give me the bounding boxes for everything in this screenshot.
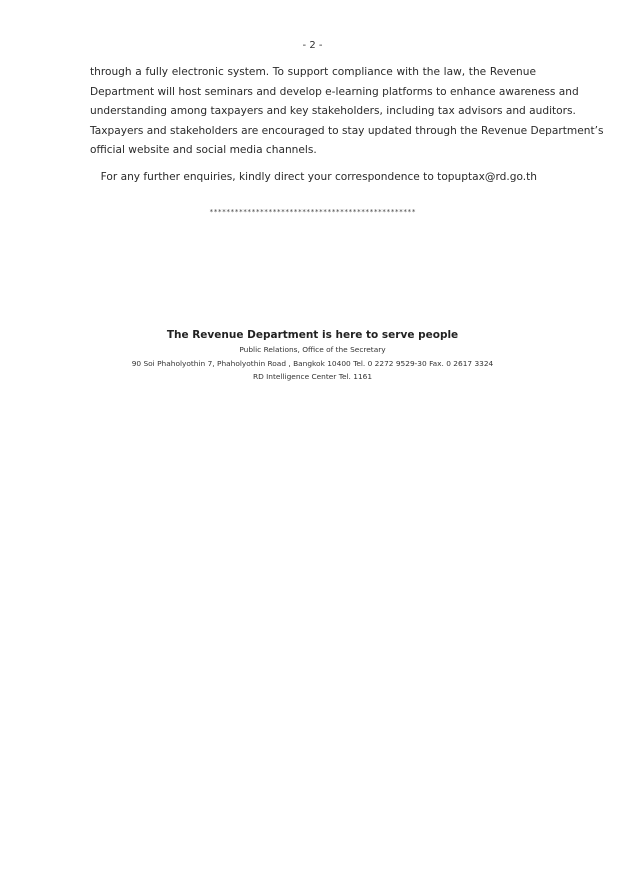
asterisk-separator: ************************************************* xyxy=(209,208,416,216)
footer xyxy=(0,328,625,384)
body-line: Taxpayers and stakeholders are encouraged to stay updated through the Revenue Department’s xyxy=(90,124,604,137)
body-line: Department will host seminars and develop e-learning platforms to enhance awareness and xyxy=(90,85,579,98)
footer-department: Public Relations, Office of the Secretary xyxy=(239,345,386,354)
body-line: through a fully electronic system. To support compliance with the law, the Revenue xyxy=(90,66,536,78)
enquiry-line: For any further enquiries, kindly direct your correspondence to topuptax@rd.go.th xyxy=(100,171,537,183)
body-paragraph xyxy=(90,63,604,161)
footer-title: The Revenue Department is here to serve people xyxy=(166,329,459,341)
body-line: official website and social media channels. xyxy=(90,144,317,156)
page-number: - 2 - xyxy=(302,40,323,51)
body-line: understanding among taxpayers and key stakeholders, including tax advisors and auditors. xyxy=(90,105,576,117)
footer-contact-center: RD Intelligence Center Tel. 1161 xyxy=(252,372,373,381)
footer-address: 90 Soi Phaholyothin 7, Phaholyothin Road , Bangkok 10400 Tel. 0 2272 9529-30 Fax. 0 2617 3324 xyxy=(131,358,494,368)
